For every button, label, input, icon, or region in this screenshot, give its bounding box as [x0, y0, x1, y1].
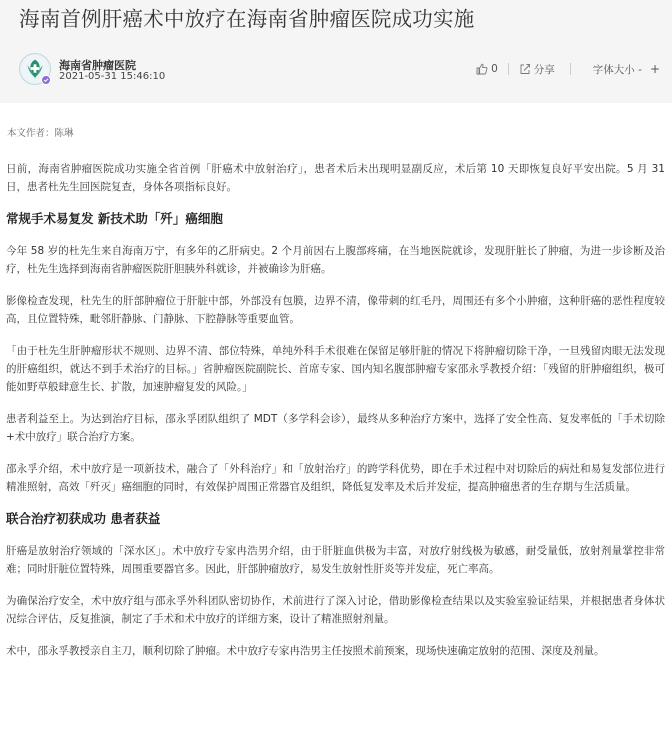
publish-date: 2021-05-31 15:46:10	[59, 71, 166, 82]
paragraph: 肝癌是放射治疗领域的「深水区」。术中放疗专家冉浩男介绍，由于肝脏血供极为丰富，对放疗射线极为敏感，耐受量低，放射剂量掌控非常难；同时肝脏位置特殊，周围重要器官多。因此，肝部肿瘤放疗，易发生放射性肝炎等并发症，死亡率高。	[6, 545, 665, 575]
font-size-decrease[interactable]: 字体大小 -	[592, 63, 642, 76]
like-count: 0	[491, 63, 498, 75]
article-byline: 本文作者：陈琳	[7, 128, 74, 139]
article-actions	[476, 59, 660, 79]
article-header	[0, 0, 672, 103]
divider	[508, 63, 509, 75]
article-title: 海南首例肝癌术中放疗在海南省肿瘤医院成功实施	[19, 7, 475, 31]
share-label: 分享	[533, 63, 555, 76]
paragraph: 今年 58 岁的杜先生来自海南万宁，有多年的乙肝病史。2 个月前因右上腹部疼痛，在当地医院就诊，发现肝脏长了肿瘤，为进一步诊断及治疗，杜先生选择到海南省肿瘤医院肝胆胰外科就诊，并被确诊为肝癌。	[6, 245, 665, 275]
font-size-control	[593, 62, 660, 77]
share-icon	[519, 63, 531, 75]
paragraph: 邵永孚介绍，术中放疗是一项新技术，融合了「外科治疗」和「放射治疗」的跨学科优势，即在手术过程中对切除后的病灶和易复发部位进行精准照射，高效「歼灭」癌细胞的同时，有效保护周围正常器官及组织，降低复发率及术后并发症，提高肿瘤患者的生存期与生活质量。	[6, 463, 665, 493]
section-heading: 常规手术易复发 新技术助「歼」癌细胞	[6, 211, 223, 226]
like-button[interactable]	[476, 63, 498, 75]
paragraph: 为确保治疗安全，术中放疗组与邵永孚外科团队密切协作，术前进行了深入讨论，借助影像检查结果以及实验室验证结果，并根据患者身体状况综合评估，反复推演，制定了手术和术中放疗的详细方案，设计了精准照射剂量。	[6, 595, 665, 625]
paragraph: 日前，海南省肿瘤医院成功实施全省首例「肝癌术中放射治疗」，患者术后未出现明显副反应，术后第 10 天即恢复良好平安出院。5 月 31 日，患者杜先生回医院复查，身体各项指标良好。	[6, 163, 665, 193]
paragraph: 影像检查发现，杜先生的肝部肿瘤位于肝脏中部，外部没有包膜，边界不清，像带刺的红毛丹，周围还有多个小肿瘤，这种肝癌的恶性程度较高，且位置特殊，毗邻肝静脉、门静脉、下腔静脉等重要血管。	[6, 295, 665, 325]
author-name[interactable]: 海南省肿瘤医院	[59, 59, 136, 72]
paragraph: 患者利益至上。为达到治疗目标，邵永孚团队组织了 MDT（多学科会诊），最终从多种治疗方案中，选择了安全性高、复发率低的「手术切除+术中放疗」联合治疗方案。	[6, 413, 665, 443]
paragraph: 术中，邵永孚教授亲自主刀，顺利切除了肿瘤。术中放疗专家冉浩男主任按照术前预案，现场快速确定放射的范围、深度及剂量。	[6, 645, 605, 657]
paragraph: 「由于杜先生肝肿瘤形状不规则、边界不清、部位特殊，单纯外科手术很难在保留足够肝脏的情况下将肿瘤切除干净，一旦残留肉眼无法发现的肝癌组织，就达不到手术治疗的目标。」省肿瘤医院副院长、首席专家、国内知名腹部肿瘤专家邵永孚教授介绍：「残留的肝肿瘤组织，极可能如野草般肆意生长、扩散，加速肿瘤复发的风险。」	[6, 345, 665, 393]
section-heading: 联合治疗初获成功 患者获益	[6, 511, 161, 526]
verified-badge-icon	[41, 75, 51, 85]
share-button[interactable]	[519, 62, 555, 77]
thumbs-up-icon	[476, 63, 488, 75]
font-size-increase[interactable]: +	[649, 62, 660, 76]
divider	[570, 63, 571, 75]
article-body	[6, 160, 665, 674]
